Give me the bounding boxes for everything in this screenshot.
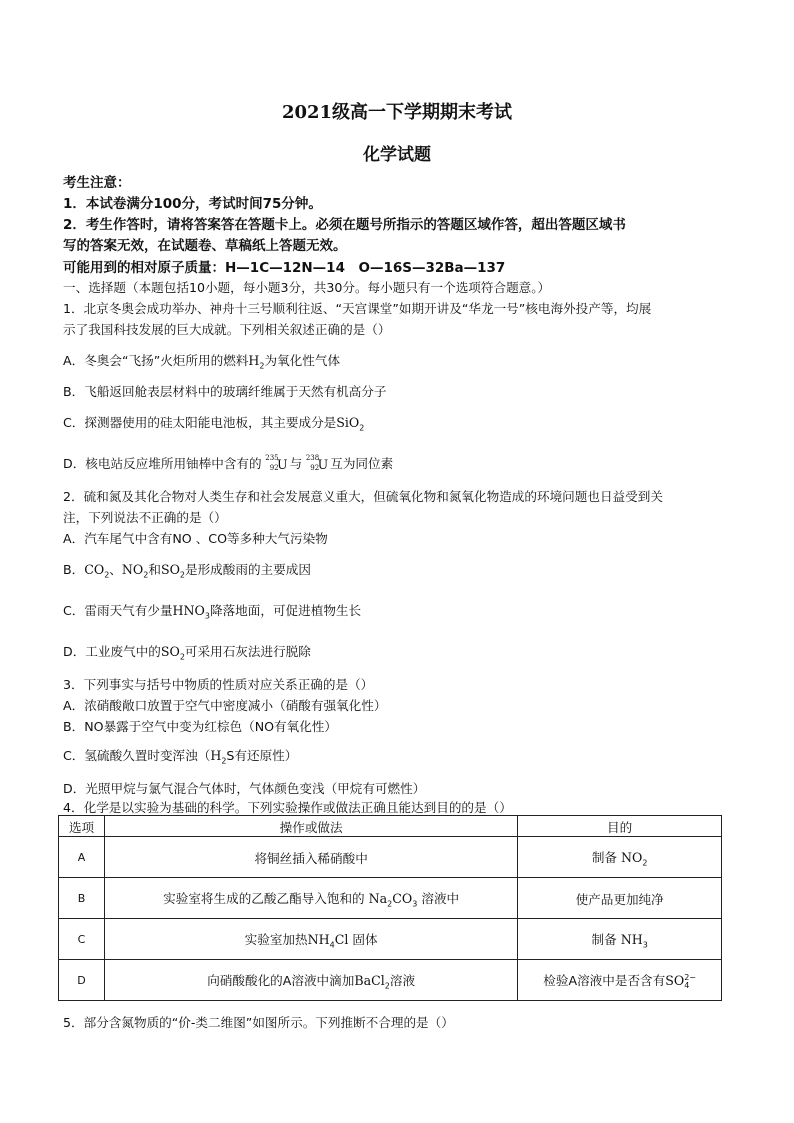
q2-option-d: D．工业废气中的$SO_2$可采用石灰法进行脱除 <box>63 644 311 662</box>
q2-stem-a: 2．硫和氮及其化合物对人类生存和社会发展意义重大，但硫氧化物和氮氧化物造成的环境问题也日益受到关 <box>63 489 663 504</box>
q1-stem-b: 示了我国科技发展的巨大成就。下列相关叙述正确的是（） <box>63 322 391 337</box>
q3-option-b: B．NO暴露于空气中变为红棕色（NO有氧化性） <box>63 719 337 734</box>
exam-subtitle: 化学试题 <box>363 145 431 165</box>
q2-stem-b: 注，下列说法不正确的是（） <box>63 510 227 525</box>
q3-stem: 3．下列事实与括号中物质的性质对应关系正确的是（） <box>63 677 374 692</box>
nuclide-u235: 235 92 U <box>265 454 288 472</box>
table-row <box>59 960 722 1001</box>
cell-goal: 使产品更加纯净 <box>518 878 722 919</box>
cell-operation: 实验室加热$NH_4Cl$ 固体 <box>104 919 517 960</box>
q1-option-a: A．冬奥会“飞扬”火炬所用的燃料$H_2$为氧化性气体 <box>63 353 341 371</box>
cell-goal: 制备 $NH_3$ <box>518 919 722 960</box>
cell-option: B <box>59 878 105 919</box>
nuclide-u238: 238 92 U <box>305 454 329 472</box>
q2-option-c: C．雷雨天气有少量$HNO_3$降落地面，可促进植物生长 <box>63 603 362 621</box>
cell-goal: 制备 $NO_2$ <box>518 837 722 878</box>
q3-option-d: D．光照甲烷与氯气混合气体时，气体颜色变浅（甲烷有可燃性） <box>63 781 426 796</box>
cell-option: D <box>59 960 105 1001</box>
q4-table <box>58 815 722 1001</box>
cell-operation: 实验室将生成的乙酸乙酯导入饱和的 $Na_2CO_3$ 溶液中 <box>104 878 517 919</box>
exam-title: 2021级高一下学期期末考试 <box>281 102 513 123</box>
cell-option: A <box>59 837 105 878</box>
q4-stem: 4．化学是以实验为基础的科学。下列实验操作或做法正确且能达到目的的是（） <box>63 800 512 815</box>
q2-option-a: A．汽车尾气中含有NO 、CO等多种大气污染物 <box>63 531 328 546</box>
cell-option: C <box>59 919 105 960</box>
q3-option-a: A．浓硝酸敞口放置于空气中密度减小（硝酸有强氧化性） <box>63 698 387 713</box>
table-row <box>59 837 722 878</box>
q1-option-d: D．核电站反应堆所用铀棒中含有的 235 92 U 与 238 92 U 互为同位素 <box>63 454 394 472</box>
notice-label: 考生注意： <box>63 175 131 191</box>
cell-operation: 向硝酸酸化的A溶液中滴加BaCl$_2$溶液 <box>104 960 517 1001</box>
notice-line-2a: 2．考生作答时，请将答案答在答题卡上。必须在题号所指示的答题区域作答，超出答题区域书 <box>63 217 626 233</box>
q1-option-b: B．飞船返回舱表层材料中的玻璃纤维属于天然有机高分子 <box>63 384 387 399</box>
table-row <box>59 919 722 960</box>
q1-option-c: C．探测器使用的硅太阳能电池板，其主要成分是SiO$_2$ <box>63 415 365 433</box>
table-row <box>59 878 722 919</box>
q1-stem-a: 1．北京冬奥会成功举办、神舟十三号顺利往返、“天宫课堂”如期开讲及“华龙一号”核电海外投产等，均展 <box>63 301 652 316</box>
section-heading: 一、选择题（本题包括10小题，每小题3分，共30分。每小题只有一个选项符合题意。） <box>63 280 551 295</box>
q5-stem: 5．部分含氮物质的“价-类二维图”如图所示。下列推断不合理的是（） <box>63 1015 454 1030</box>
header-option: 选项 <box>59 816 105 837</box>
atomic-mass-line: 可能用到的相对原子质量：H—1C—12N—14 O—16S—32Ba—137 <box>63 260 506 276</box>
header-goal: 目的 <box>518 816 722 837</box>
table-header-row <box>59 816 722 837</box>
notice-line-2b: 写的答案无效，在试题卷、草稿纸上答题无效。 <box>63 238 347 254</box>
q3-option-c: C．氢硫酸久置时变浑浊（$H_2S$有还原性） <box>63 748 298 766</box>
header-operation: 操作或做法 <box>104 816 517 837</box>
cell-goal: 检验A溶液中是否含有SO 2− 4 <box>518 960 722 1001</box>
notice-line-1: 1．本试卷满分100分，考试时间75分钟。 <box>63 196 322 212</box>
cell-operation: 将铜丝插入稀硝酸中 <box>104 837 517 878</box>
q2-option-b: B．$CO_2$、$NO_2$和$SO_2$是形成酸雨的主要成因 <box>63 562 311 580</box>
